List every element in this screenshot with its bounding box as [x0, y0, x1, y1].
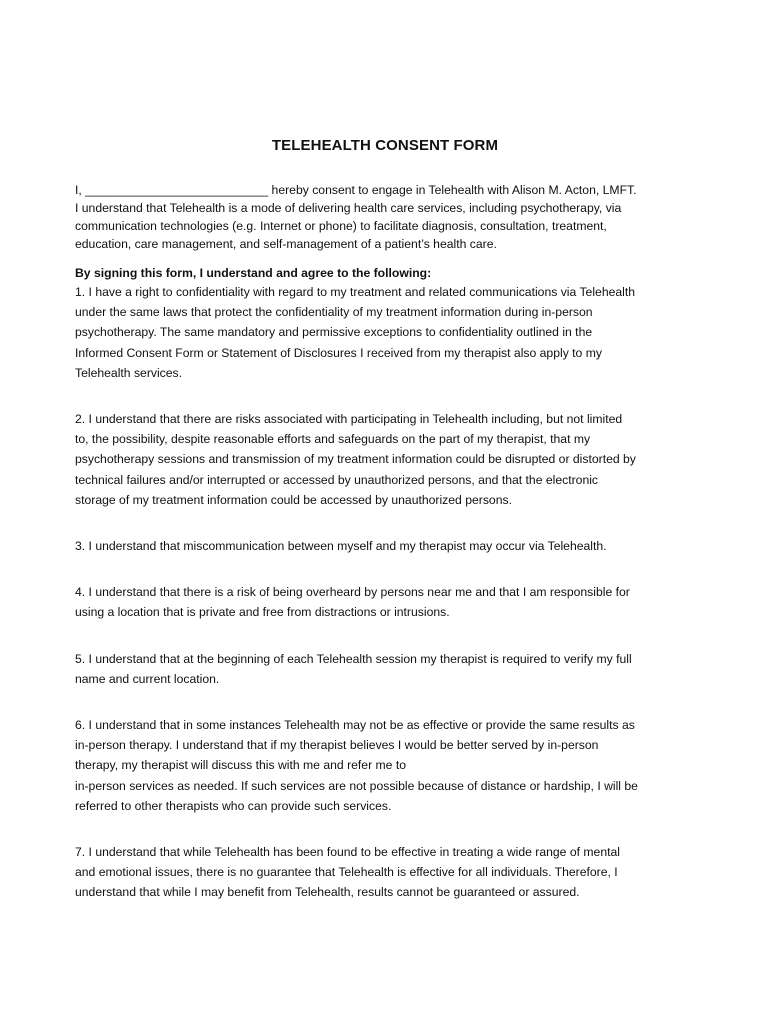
item-line: and emotional issues, there is no guarantee that Telehealth is effective for all individuals. Therefore, I	[75, 865, 618, 880]
item-line: technical failures and/or interrupted or accessed by unauthorized persons, and that the electronic	[75, 472, 599, 487]
consent-item-7	[75, 842, 705, 903]
item-line: 2. I understand that there are risks associated with participating in Telehealth including, but not limited	[75, 412, 623, 427]
item-line: 5. I understand that at the beginning of each Telehealth session my therapist is required to verify my full	[75, 651, 632, 666]
item-line: Telehealth services.	[75, 365, 183, 380]
consent-item-5	[75, 649, 705, 689]
consent-item-6	[75, 715, 705, 816]
intro-line: I understand that Telehealth is a mode of delivering health care services, including psychotherapy, via	[75, 201, 622, 215]
form-body	[75, 181, 705, 903]
intro-line: communication technologies (e.g. Internet or phone) to facilitate diagnosis, consultation, treatment,	[75, 219, 607, 233]
item-line: in-person services as needed. If such services are not possible because of distance or hardship, I will be	[75, 778, 638, 793]
item-line: understand that while I may benefit from Telehealth, results cannot be guaranteed or assured.	[75, 885, 580, 900]
item-line: psychotherapy. The same mandatory and permissive exceptions to confidentiality outlined in the	[75, 325, 593, 340]
item-line: in-person therapy. I understand that if my therapist believes I would be better served by in-person	[75, 738, 599, 753]
form-title: TELEHEALTH CONSENT FORM	[271, 137, 499, 154]
intro-line: education, care management, and self-management of a patient’s health care.	[75, 237, 497, 251]
item-line: storage of my treatment information could be accessed by unauthorized persons.	[75, 492, 512, 507]
consent-item-2	[75, 409, 705, 510]
item-line: 6. I understand that in some instances Telehealth may not be as effective or provide the same results as	[75, 718, 635, 733]
intro-line: I, ___________________________ hereby consent to engage in Telehealth with Alison M. Acton, LMFT.	[75, 183, 637, 197]
intro-paragraph	[75, 181, 705, 253]
item-line: therapy, my therapist will discuss this with me and refer me to	[75, 758, 406, 773]
item-line: name and current location.	[75, 671, 220, 686]
item-line: to, the possibility, despite reasonable efforts and safeguards on the part of my therapist, that my	[75, 432, 591, 447]
item-line: 4. I understand that there is a risk of being overheard by persons near me and that I am responsible for	[75, 585, 630, 600]
item-line: 1. I have a right to confidentiality with regard to my treatment and related communications via Telehealth	[75, 285, 636, 299]
item-line: 7. I understand that while Telehealth has been found to be effective in treating a wide range of mental	[75, 845, 620, 860]
agreement-heading: By signing this form, I understand and agree to the following:	[75, 266, 432, 280]
item-line: using a location that is private and free from distractions or intrusions.	[75, 605, 450, 620]
item-line: Informed Consent Form or Statement of Disclosures I received from my therapist also apply to my	[75, 345, 602, 360]
consent-item-3	[75, 536, 705, 556]
item-line: under the same laws that protect the confidentiality of my treatment information during in-person	[75, 305, 593, 320]
item-line: 3. I understand that miscommunication between myself and my therapist may occur via Telehealth.	[75, 539, 607, 554]
consent-item-1	[75, 282, 705, 383]
item-line: psychotherapy sessions and transmission of my treatment information could be disrupted or distorted by	[75, 452, 636, 467]
consent-item-4	[75, 582, 705, 622]
item-line: referred to other therapists who can provide such services.	[75, 798, 392, 813]
